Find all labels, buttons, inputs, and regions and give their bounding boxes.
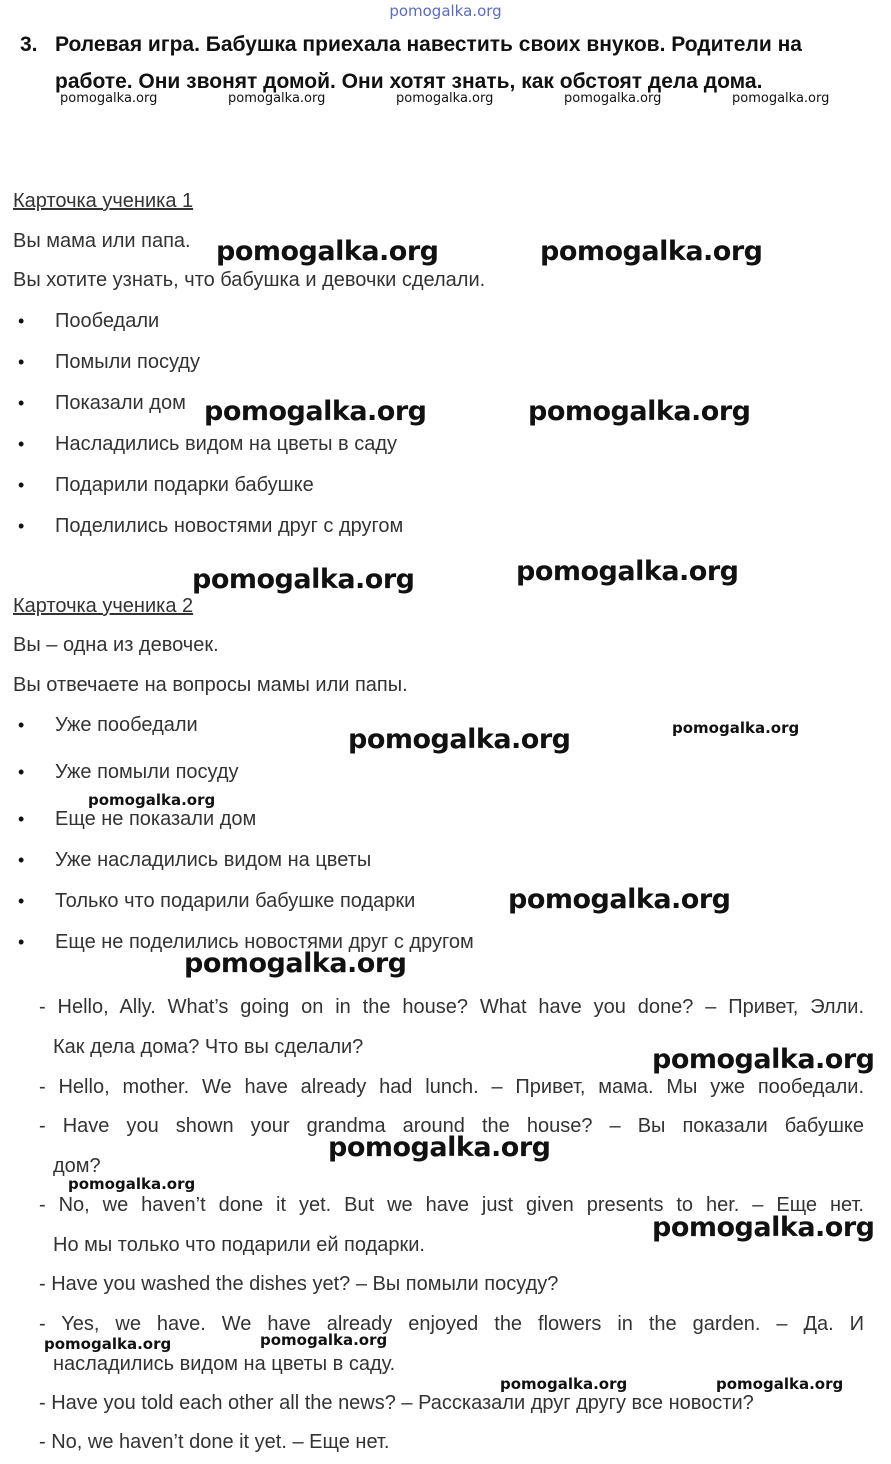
watermark: pomogalka.org xyxy=(228,91,326,106)
watermark: pomogalka.org xyxy=(672,719,800,737)
card-1-goal: Вы хотите узнать, что бабушка и девочки сделали. xyxy=(13,269,486,291)
watermark: pomogalka.org xyxy=(516,556,739,587)
dialogue-line: насладились видом на цветы в саду. xyxy=(53,1353,396,1375)
bullet-icon: • xyxy=(18,715,25,735)
dialogue-line: - Hello, mother. We have already had lunch. – Привет, мама. Мы уже пообедали. xyxy=(39,1076,864,1098)
watermark: pomogalka.org xyxy=(508,884,731,915)
dialogue-line: Но мы только что подарили ей подарки. xyxy=(53,1234,425,1256)
card-1-item: Насладились видом на цветы в саду xyxy=(55,433,398,455)
card-1-title: Карточка ученика 1 xyxy=(13,190,194,212)
watermark: pomogalka.org xyxy=(184,948,407,979)
card-2-item: Уже пообедали xyxy=(55,714,198,736)
watermark: pomogalka.org xyxy=(68,1175,196,1193)
dialogue-line: Как дела дома? Что вы сделали? xyxy=(53,1036,364,1058)
dialogue-line: - No, we haven’t done it yet. – Еще нет. xyxy=(39,1431,390,1453)
card-2-role: Вы – одна из девочек. xyxy=(13,634,219,656)
watermark: pomogalka.org xyxy=(348,724,571,755)
dialogue-line: - No, we haven’t done it yet. But we have just given presents to her. – Еще нет. xyxy=(39,1194,864,1216)
dialogue-line: дом? xyxy=(53,1155,101,1177)
watermark: pomogalka.org xyxy=(192,564,415,595)
watermark: pomogalka.org xyxy=(564,91,662,106)
bullet-icon: • xyxy=(18,311,25,331)
bullet-icon: • xyxy=(18,475,25,495)
bullet-icon: • xyxy=(18,393,25,413)
card-2-item: Еще не показали дом xyxy=(55,808,257,830)
watermark: pomogalka.org xyxy=(396,91,494,106)
watermark: pomogalka.org xyxy=(44,1335,172,1353)
card-2-item: Уже помыли посуду xyxy=(55,761,239,783)
card-1-role: Вы мама или папа. xyxy=(13,230,191,252)
card-1-item: Подарили подарки бабушке xyxy=(55,474,314,496)
bullet-icon: • xyxy=(18,850,25,870)
card-2-item: Уже насладились видом на цветы xyxy=(55,849,372,871)
card-2-item: Только что подарили бабушке подарки xyxy=(55,890,416,912)
watermark: pomogalka.org xyxy=(204,396,427,427)
watermark: pomogalka.org xyxy=(732,91,830,106)
watermark: pomogalka.org xyxy=(652,1212,875,1243)
bullet-icon: • xyxy=(18,516,25,536)
watermark: pomogalka.org xyxy=(60,91,158,106)
card-1-item: Поделились новостями друг с другом xyxy=(55,515,404,537)
card-2-item: Еще не поделились новостями друг с другом xyxy=(55,931,474,953)
watermark: pomogalka.org xyxy=(216,236,439,267)
dialogue-line: - Have you washed the dishes yet? – Вы помыли посуду? xyxy=(39,1273,559,1295)
bullet-icon: • xyxy=(18,932,25,952)
bullet-icon: • xyxy=(18,352,25,372)
watermark: pomogalka.org xyxy=(528,396,751,427)
watermark: pomogalka.org xyxy=(328,1132,551,1163)
watermark: pomogalka.org xyxy=(652,1044,875,1075)
card-2-goal: Вы отвечаете на вопросы мамы или папы. xyxy=(13,674,408,696)
watermark: pomogalka.org xyxy=(260,1331,388,1349)
dialogue-line: - Have you shown your grandma around the house? – Вы показали бабушке xyxy=(39,1115,864,1137)
bullet-icon: • xyxy=(18,891,25,911)
card-1-item: Помыли посуду xyxy=(55,351,200,373)
bullet-icon: • xyxy=(18,762,25,782)
task-heading-line-2: работе. Они звонят домой. Они хотят знать, как обстоят дела дома. xyxy=(55,70,763,93)
dialogue-line: - Have you told each other all the news? – Рассказали друг другу все новости? xyxy=(39,1392,754,1414)
watermark: pomogalka.org xyxy=(88,791,216,809)
watermark: pomogalka.org xyxy=(716,1375,844,1393)
watermark: pomogalka.org xyxy=(500,1375,628,1393)
watermark: pomogalka.org xyxy=(540,236,763,267)
dialogue-line: - Hello, Ally. What’s going on in the house? What have you done? – Привет, Элли. xyxy=(39,996,864,1018)
card-2-title: Карточка ученика 2 xyxy=(13,595,194,617)
task-heading-line-1: Ролевая игра. Бабушка приехала навестить своих внуков. Родители на xyxy=(55,33,802,56)
card-1-item: Показали дом xyxy=(55,392,186,414)
card-1-item: Пообедали xyxy=(55,310,160,332)
site-header-watermark: pomogalka.org xyxy=(389,2,502,20)
bullet-icon: • xyxy=(18,434,25,454)
dialogue-line: - Yes, we have. We have already enjoyed the flowers in the garden. – Да. И xyxy=(39,1313,864,1335)
task-number: 3. xyxy=(20,33,38,56)
bullet-icon: • xyxy=(18,809,25,829)
